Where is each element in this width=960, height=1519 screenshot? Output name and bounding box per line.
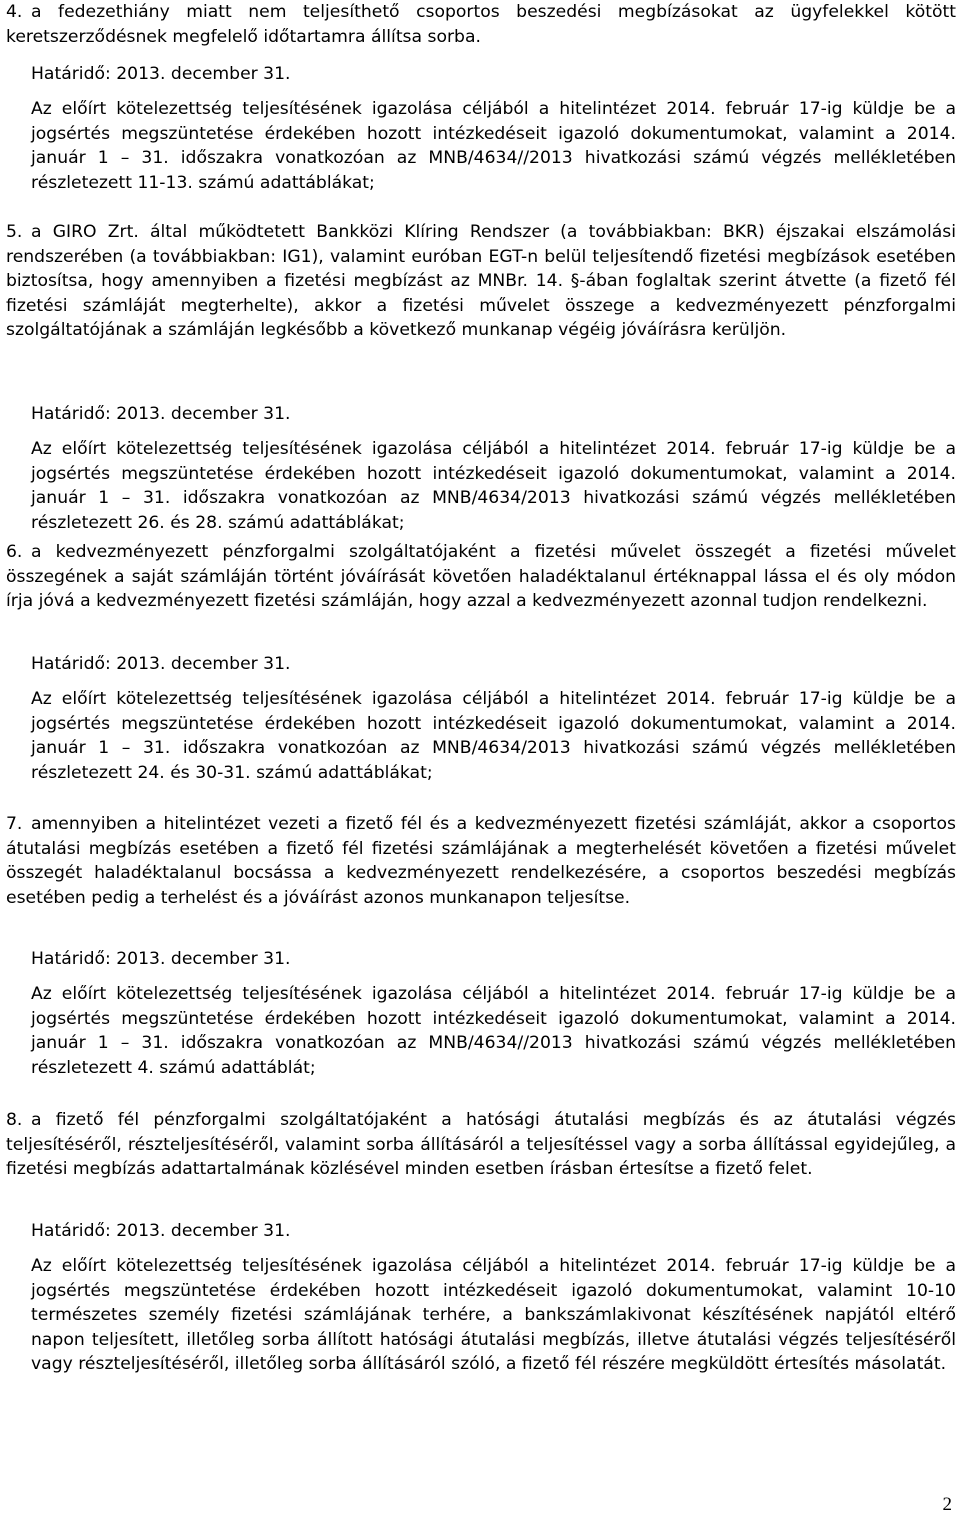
deadline-line: Határidő: 2013. december 31. (31, 949, 291, 969)
item-number: 8. (6, 1110, 23, 1130)
item-number: 7. (6, 814, 23, 834)
verification-paragraph: Az előírt kötelezettség teljesítésének igazolása céljából a hitelintézet 2014. február 17-ig küldje be a jogsértés megszüntetése érdekében hozott intézkedéseit igazoló dokumentumokat, valamint a 2014. január 1 – 31. időszakra vonatkozóan az MNB/4634/2013 hivatkozási számú végzés mellékletében részletezett 24. és 30-31. számú adattáblákat; (31, 689, 956, 783)
deadline-line: Határidő: 2013. december 31. (31, 654, 291, 674)
item-number: 5. (6, 222, 23, 242)
item-number: 4. (6, 2, 23, 22)
verification-paragraph: Az előírt kötelezettség teljesítésének igazolása céljából a hitelintézet 2014. február 17-ig küldje be a jogsértés megszüntetése érdekében hozott intézkedéseit igazoló dokumentumokat, valamint a 2014. január 1 – 31. időszakra vonatkozóan az MNB/4634//2013 hivatkozási számú végzés mellékletében részletezett 11-13. számú adattáblákat; (31, 99, 956, 193)
verification-paragraph: Az előírt kötelezettség teljesítésének igazolása céljából a hitelintézet 2014. február 17-ig küldje be a jogsértés megszüntetése érdekében hozott intézkedéseit igazoló dokumentumokat, valamint a 2014. január 1 – 31. időszakra vonatkozóan az MNB/4634/2013 hivatkozási számú végzés mellékletében részletezett 26. és 28. számú adattáblákat; (31, 439, 956, 533)
verification-paragraph: Az előírt kötelezettség teljesítésének igazolása céljából a hitelintézet 2014. február 17-ig küldje be a jogsértés megszüntetése érdekében hozott intézkedéseit igazoló dokumentumokat, valamint a 2014. január 1 – 31. időszakra vonatkozóan az MNB/4634//2013 hivatkozási számú végzés mellékletében részletezett 4. számú adattáblát; (31, 984, 956, 1078)
item-text: a fizető fél pénzforgalmi szolgáltatójaként a hatósági átutalási megbízás és az átutalási végzés teljesítéséről, részteljesítéséről, valamint sorba állításáról a teljesítéssel vagy a sorba állítással egyidejűleg, a fizetési megbízás adattartalmának közlésével minden esetben írásban értesítse a fizető felet. (6, 1110, 956, 1180)
verification-paragraph: Az előírt kötelezettség teljesítésének igazolása céljából a hitelintézet 2014. február 17-ig küldje be a jogsértés megszüntetése érdekében hozott intézkedéseit igazoló dokumentumokat, valamint 10-10 természetes személy fizetési számlájának terhére, a bankszámlakivonat készítésének napjától eltérő napon teljesített, illetőleg sorba állított hatósági átutalási megbízás, illetve átutalási végzés teljesítéséről vagy részteljesítéséről, illetőleg sorba állításáról szóló, a fizető fél részére megküldött értesítés másolatát. (31, 1256, 956, 1375)
deadline-line: Határidő: 2013. december 31. (31, 404, 291, 424)
item-text: amennyiben a hitelintézet vezeti a fizető fél és a kedvezményezett fizetési számláját, akkor a csoportos átutalási megbízás esetében a fizető fél fizetési számlájának a megterhelését követően a fizetési művelet összegét haladéktalanul bocsássa a kedvezményezett rendelkezésére, a csoportos beszedési megbízás esetében pedig a terhelést és a jóváírást azonos munkanapon teljesítse. (6, 814, 956, 908)
item-text: a fedezethiány miatt nem teljesíthető csoportos beszedési megbízásokat az ügyfelekkel kötött keretszerződésnek megfelelő időtartamra állítsa sorba. (6, 2, 956, 47)
deadline-line: Határidő: 2013. december 31. (31, 64, 291, 84)
item-text: a GIRO Zrt. által működtetett Bankközi Klíring Rendszer (a továbbiakban: BKR) éjszakai elszámolási rendszerében (a továbbiakban: IG1), valamint euróban EGT-n belül teljesítendő fizetési megbízások esetében biztosítsa, hogy amennyiben a fizetési megbízást az MNBr. 14. §-ában foglaltak szerint átvette (a fizető fél fizetési számláját megterhelte), akkor a fizetési művelet összege a kedvezményezett pénzforgalmi szolgáltatójának a számláján legkésőbb a következő munkanap végéig jóváírásra kerüljön. (6, 222, 956, 341)
page-number: 2 (942, 1494, 952, 1515)
item-text: a kedvezményezett pénzforgalmi szolgáltatójaként a fizetési művelet összegét a fizetési művelet összegének a saját számláján történt jóváírását követően haladéktalanul értéknappal lássa el és oly módon írja jóvá a kedvezményezett fizetési számláján, hogy azzal a kedvezményezett azonnal tudjon rendelkezni. (6, 542, 956, 612)
item-paragraph (6, 0, 956, 49)
item-paragraph (6, 540, 956, 614)
item-number: 6. (6, 542, 23, 562)
item-paragraph (6, 220, 956, 343)
deadline-line: Határidő: 2013. december 31. (31, 1221, 291, 1241)
item-paragraph (6, 812, 956, 910)
item-paragraph (6, 1108, 956, 1182)
